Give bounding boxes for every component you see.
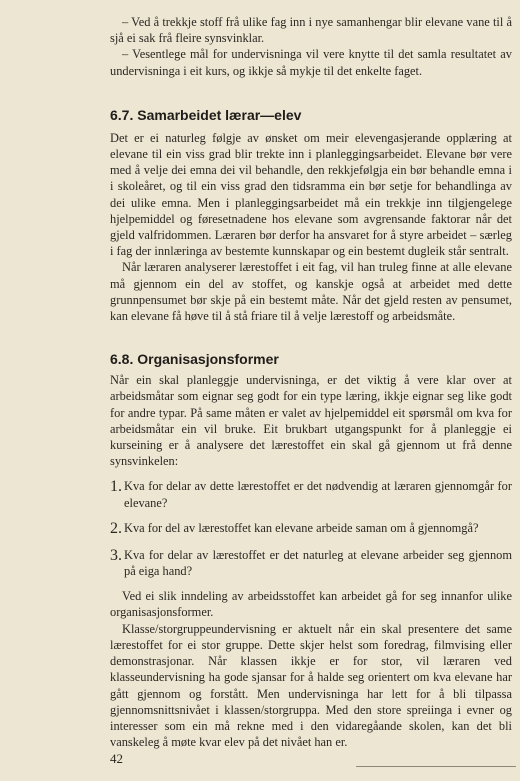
list-text: Kva for delar av dette lærestoffet er det nødvendig at læraren gjennomgår for elevane?: [124, 479, 512, 510]
section-6-8-paragraph-3: Klasse/storgruppeundervisning er aktuelt når ein skal presentere det same lærestoffet for ei stor gruppe. Dette skjer helst som foredrag, filmvising eller demonstrasjonar. Når klassen ikkje er for stor, vil læraren ved klasseundervisning ha gode sjansar for å halde seg orientert om kva elevane har gått gjennom og forstått. Men undervisninga har lett for å bli tilpassa gjennomsnittsnivået i klassen/storgruppa. Med den store spreiinga i evner og interesser som ein må rekne med i den vidaregåande skolen, kan det bli vanskeleg å møte kvar elev på det nivået han er.: [110, 621, 512, 750]
list-text: Kva for delar av lærestoffet er det naturleg at elevane arbeider seg gjennom på eiga hand?: [124, 547, 512, 579]
section-6-8-paragraph-2: Ved ei slik inndeling av arbeidsstoffet kan arbeidet gå for seg innanfor ulike organisasjonsformer.: [110, 589, 512, 620]
section-heading-6-8: 6.8. Organisasjonsformer: [110, 351, 279, 368]
list-number: 2.: [110, 519, 122, 537]
intro-item-1: – Ved å trekkje stoff frå ulike fag inn i nye samanhengar blir elevane vane til å sjå ei sak frå fleire synsvinklar.: [110, 15, 512, 46]
list-number: 3.: [110, 546, 122, 564]
page-content: [110, 14, 512, 750]
intro-item-2: – Vesentlege mål for undervisninga vil vere knytte til det samla resultatet av undervisninga i eit kurs, og ikkje så mykje til det enkelte faget.: [110, 47, 512, 78]
section-6-7-paragraph-2: Når læraren analyserer lærestoffet i eit fag, vil han truleg finne at alle elevane må gjennom ein del av stoffet, og kanskje også at arbeidet med dette grunnpensumet bør skje på ein bestemt måte. Når det gjeld resten av pensumet, kan elevane få høve til å stå friare til å velje lærestoff og arbeidsmåte.: [110, 260, 512, 324]
list-item-1: [110, 478, 512, 510]
section-6-7-paragraph-1: Det er ei naturleg følgje av ønsket om meir elevengasjerande opplæring at elevane til ein viss grad blir trekte inn i planleggingsarbeidet. Elevane bør vere med å velje dei emna dei vil behandle, den rekkjefølgja ein bør behandle emna i i skoleåret, og til ein viss grad den tidsramma ein bør setje for behandlinga av dei ulike emna. Men i planleggingsarbeidet må ein trekkje inn tilgjengelege hjelpemiddel og føresetnadene hos elevane som avgrensande faktorar når det gjeld valfridommen. Læraren bør derfor ha ansvaret for å styre arbeidet – særleg i fag der innlæringa av bestemte kunnskapar og ein bestemt dugleik står sentralt.: [110, 130, 512, 259]
list-item-3: [110, 547, 512, 579]
footer-rule: [356, 766, 516, 767]
section-heading-6-7: 6.7. Samarbeidet lærar—elev: [110, 106, 302, 123]
list-text: Kva for del av lærestoffet kan elevane arbeide saman om å gjennomgå?: [124, 520, 479, 535]
list-number: 1.: [110, 478, 122, 496]
section-6-8-intro: Når ein skal planleggje undervisninga, er det viktig å vere klar over at arbeidsmåtar som eignar seg godt for ein type læring, ikkje eignar seg like godt for andre typar. På same måten er valet av hjelpemiddel eit spørsmål om kva for arbeidsmåtar ein vil bruke. Eit brukbart utgangspunkt for å planleggje ei kurseining er å analysere det lærestoffet ein skal gå gjennom ut frå denne synsvinkelen:: [110, 373, 512, 469]
page-number: 42: [110, 751, 123, 766]
list-item-2: [110, 520, 512, 538]
